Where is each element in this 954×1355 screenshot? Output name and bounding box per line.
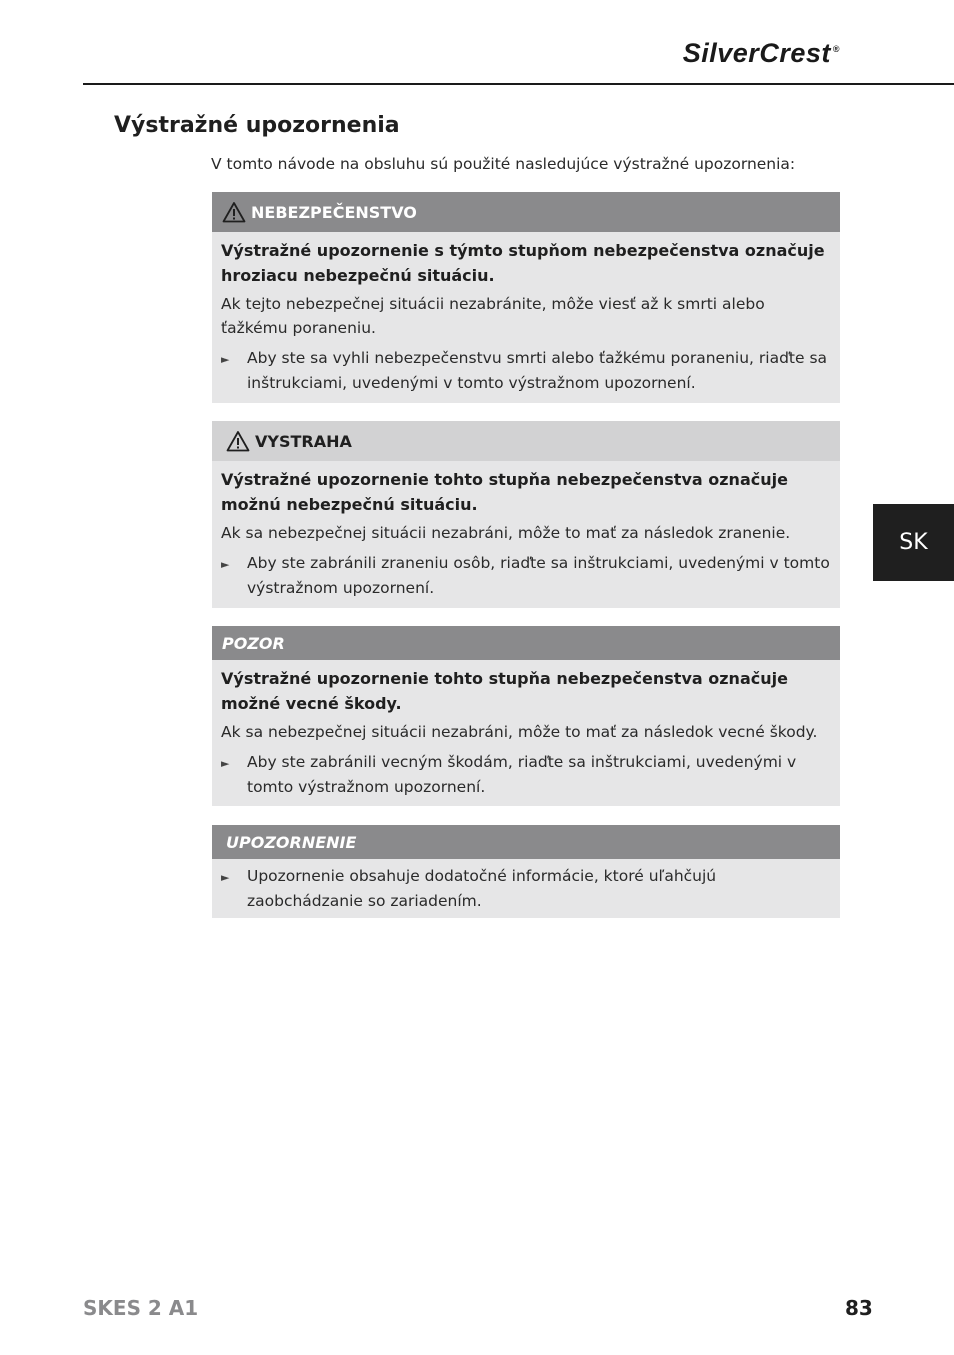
- caution-box-bullet: [221, 750, 830, 800]
- danger-box-bullet-text: Aby ste sa vyhli nebezpečenstvu smrti alebo ťažkému poraneniu, riaďte sa inštrukciami, uvedenými v tomto výstražnom upozornení.: [247, 349, 828, 392]
- warning-box: [212, 421, 840, 608]
- caution-box: [212, 626, 840, 806]
- danger-box-bullet: [221, 346, 830, 396]
- caution-box-bullet-text: Aby ste zabránili vecným škodám, riaďte sa inštrukciami, uvedenými v tomto výstražnom upozornení.: [247, 753, 797, 796]
- bullet-arrow-icon: ►: [221, 871, 230, 884]
- caution-box-header: [212, 626, 840, 660]
- logo-text: SilverCrest: [682, 38, 831, 68]
- registered-mark: ®: [832, 44, 840, 54]
- danger-box-bold-text: Výstražné upozornenie s týmto stupňom nebezpečenstva označuje hroziacu nebezpečnú situáciu.: [221, 241, 825, 285]
- caution-box-bold-text: Výstražné upozornenie tohto stupňa nebezpečenstva označuje možné vecné škody.: [221, 669, 788, 713]
- bullet-arrow-icon: ►: [221, 558, 230, 571]
- danger-box-label: NEBEZPEČENSTVO: [251, 202, 417, 222]
- notice-box-label: UPOZORNENIE: [226, 832, 357, 852]
- notice-box: [212, 825, 840, 918]
- language-tab-sk: SK: [873, 504, 954, 581]
- caution-box-text: Ak sa nebezpečnej situácii nezabráni, môže to mať za následok vecné škody.: [221, 723, 818, 741]
- warning-box-bullet-text: Aby ste zabránili zraneniu osôb, riaďte sa inštrukciami, uvedenými v tomto výstražnom upozornení.: [247, 554, 830, 597]
- header-divider: [83, 83, 954, 85]
- warning-box-label: VYSTRAHA: [255, 431, 352, 451]
- silvercrest-logo: [683, 38, 840, 69]
- warning-triangle-icon: [226, 430, 250, 452]
- bullet-arrow-icon: ►: [221, 353, 230, 366]
- notice-box-header: [212, 825, 840, 859]
- warning-box-bold-text: Výstražné upozornenie tohto stupňa nebezpečenstva označuje možnú nebezpečnú situáciu.: [221, 470, 788, 514]
- bullet-arrow-icon: ►: [221, 757, 230, 770]
- footer-model-name: SKES 2 A1: [83, 1296, 199, 1320]
- danger-box-text: Ak tejto nebezpečnej situácii nezabránite, môže viesť až k smrti alebo ťažkému poraneniu.: [221, 295, 765, 337]
- notice-box-bullet-text: Upozornenie obsahuje dodatočné informácie, ktoré uľahčujú zaobchádzanie so zariadením.: [247, 867, 717, 910]
- footer-page-number: 83: [845, 1296, 873, 1320]
- notice-box-bullet: [221, 864, 830, 914]
- page-title: Výstražné upozornenia: [114, 113, 400, 138]
- warning-box-header: [212, 421, 840, 461]
- danger-box: [212, 192, 840, 403]
- warning-triangle-icon: [222, 201, 246, 223]
- warning-box-text: Ak sa nebezpečnej situácii nezabráni, môže to mať za následok zranenie.: [221, 524, 791, 542]
- intro-text: V tomto návode na obsluhu sú použité nasledujúce výstražné upozornenia:: [211, 155, 796, 173]
- danger-box-header: [212, 192, 840, 232]
- caution-box-label: POZOR: [222, 633, 285, 653]
- warning-box-bullet: [221, 551, 830, 601]
